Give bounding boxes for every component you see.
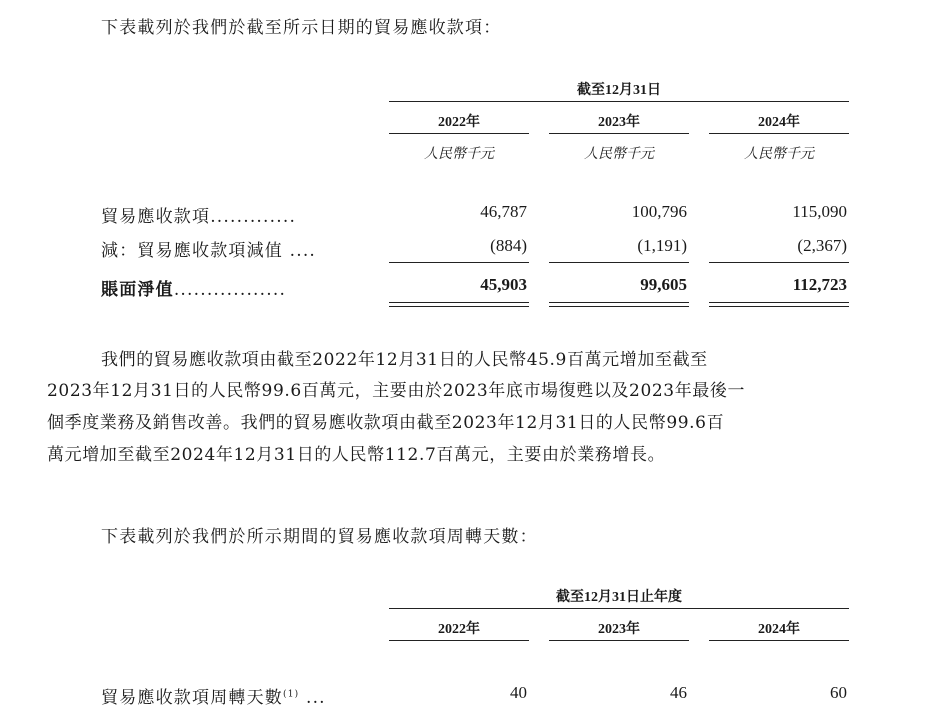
total-double-rule bbox=[709, 302, 849, 307]
paragraph-line: 個季度業務及銷售改善。我們的貿易應收款項由截至2023年12月31日的人民幣99.6百 bbox=[47, 413, 725, 433]
paragraph-line: 萬元增加至截至2024年12月31日的人民幣112.7百萬元，主要由於業務增長。 bbox=[47, 445, 666, 465]
table1-total-label: 賬面淨值................. bbox=[101, 280, 287, 300]
subtotal-rule bbox=[549, 262, 689, 263]
table2-cell: 46 bbox=[670, 683, 687, 702]
paragraph-line: 我們的貿易應收款項由截至2022年12月31日的人民幣45.9百萬元增加至截至 bbox=[101, 350, 708, 370]
table2-year-rule-2024 bbox=[709, 640, 849, 641]
table1-cell: (884) bbox=[490, 236, 527, 255]
table1-year-rule-2022 bbox=[389, 133, 529, 134]
table1-row-label: 貿易應收款項............. bbox=[101, 207, 297, 227]
table1-intro: 下表載列於我們於截至所示日期的貿易應收款項： bbox=[101, 18, 502, 38]
total-double-rule bbox=[389, 302, 529, 307]
table1-total-cell: 112,723 bbox=[792, 275, 847, 294]
table1-unit-2023: 人民幣千元 bbox=[584, 146, 654, 162]
table2-year-2023: 2023年 bbox=[598, 622, 640, 637]
table1-total-cell: 99,605 bbox=[640, 275, 687, 294]
table1-year-2024: 2024年 bbox=[758, 115, 800, 130]
paragraph-line: 2023年12月31日的人民幣99.6百萬元，主要由於2023年底市場復甦以及2023年最後一 bbox=[47, 381, 746, 401]
table1-cell: 46,787 bbox=[480, 202, 527, 221]
table2-year-rule-2023 bbox=[549, 640, 689, 641]
table1-total-cell: 45,903 bbox=[480, 275, 527, 294]
table2-row-label: 貿易應收款項周轉天數$^{(1)}$ ... bbox=[101, 688, 326, 708]
table1-cell: 115,090 bbox=[792, 202, 847, 221]
table2-intro: 下表載列於我們於所示期間的貿易應收款項周轉天數： bbox=[101, 527, 538, 547]
footnote-marker: (1) bbox=[283, 689, 300, 700]
table2-group-header: 截至12月31日止年度 bbox=[556, 590, 682, 605]
table2-year-2022: 2022年 bbox=[438, 622, 480, 637]
table1-year-2023: 2023年 bbox=[598, 115, 640, 130]
table1-row-label: 減：貿易應收款項減值 .... bbox=[101, 241, 317, 261]
table1-year-rule-2024 bbox=[709, 133, 849, 134]
table2-cell: 40 bbox=[510, 683, 527, 702]
table1-header-rule bbox=[389, 101, 849, 102]
table2-header-rule bbox=[389, 608, 849, 609]
table1-unit-2024: 人民幣千元 bbox=[744, 146, 814, 162]
total-double-rule bbox=[549, 302, 689, 307]
table1-cell: (2,367) bbox=[797, 236, 847, 255]
table1-unit-2022: 人民幣千元 bbox=[424, 146, 494, 162]
table2-year-2024: 2024年 bbox=[758, 622, 800, 637]
table1-year-2022: 2022年 bbox=[438, 115, 480, 130]
subtotal-rule bbox=[389, 262, 529, 263]
subtotal-rule bbox=[709, 262, 849, 263]
table2-cell: 60 bbox=[830, 683, 847, 702]
table1-year-rule-2023 bbox=[549, 133, 689, 134]
table1-cell: (1,191) bbox=[637, 236, 687, 255]
table2-year-rule-2022 bbox=[389, 640, 529, 641]
table1-cell: 100,796 bbox=[631, 202, 687, 221]
table1-group-header: 截至12月31日 bbox=[577, 83, 661, 98]
